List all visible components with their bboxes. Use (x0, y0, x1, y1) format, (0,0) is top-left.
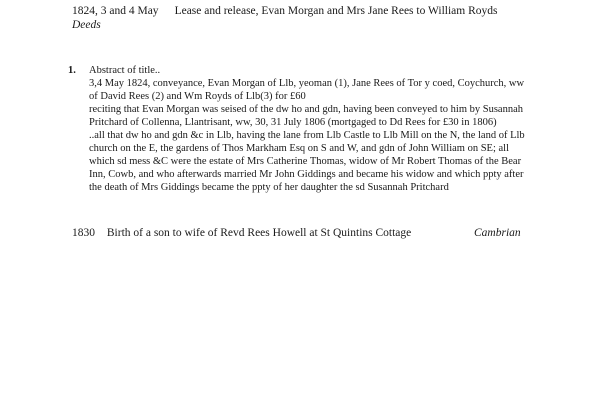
abstract-line: 3,4 May 1824, conveyance, Evan Morgan of Llb, yeoman (1), Jane Rees of Tor y coed, Coychurch, ww (89, 78, 525, 89)
abstract-line: of David Rees (2) and Wm Royds of Llb(3) for £60 (89, 91, 306, 102)
abstract-line: church on the E, the gardens of Thos Markham Esq on S and W, and gdn of John William on SE; all (89, 143, 510, 154)
entry-heading (72, 4, 498, 18)
abstract-line: which sd mess &C were the estate of Mrs Catherine Thomas, widow of Mr Robert Thomas of the Bear (89, 156, 522, 167)
abstract-line: Inn, Cowb, and who afterwards married Mr John Giddings and became his widow and which ppty after (89, 169, 524, 180)
abstract-body (89, 64, 589, 194)
second-entry-description: Birth of a son to wife of Revd Rees Howell at St Quintins Cottage (106, 227, 412, 239)
second-entry-source: Cambrian (474, 227, 521, 239)
abstract-line: Pritchard of Collenna, Llantrisant, ww, 30, 31 July 1806 (mortgaged to Dd Rees for £30 in 1806) (89, 117, 497, 128)
entry-description: Lease and release, Evan Morgan and Mrs Jane Rees to William Royds (174, 5, 498, 17)
abstract-line: the death of Mrs Giddings became the ppty of her daughter the sd Susannah Pritchard (89, 182, 449, 193)
abstract-line: reciting that Evan Morgan was seised of the dw ho and gdn, having been conveyed to him by Susannah (89, 104, 524, 115)
abstract-line: ..all that dw ho and gdn &c in Llb, having the lane from Llb Castle to Llb Mill on the N, the land of Llb (89, 130, 525, 141)
entry-source: Deeds (72, 19, 101, 31)
entry-date: 1824, 3 and 4 May (72, 5, 159, 17)
item-number: 1. (68, 65, 76, 76)
abstract-line: Abstract of title.. (89, 65, 161, 76)
second-entry-year: 1830 (72, 227, 95, 239)
second-entry (72, 226, 411, 240)
